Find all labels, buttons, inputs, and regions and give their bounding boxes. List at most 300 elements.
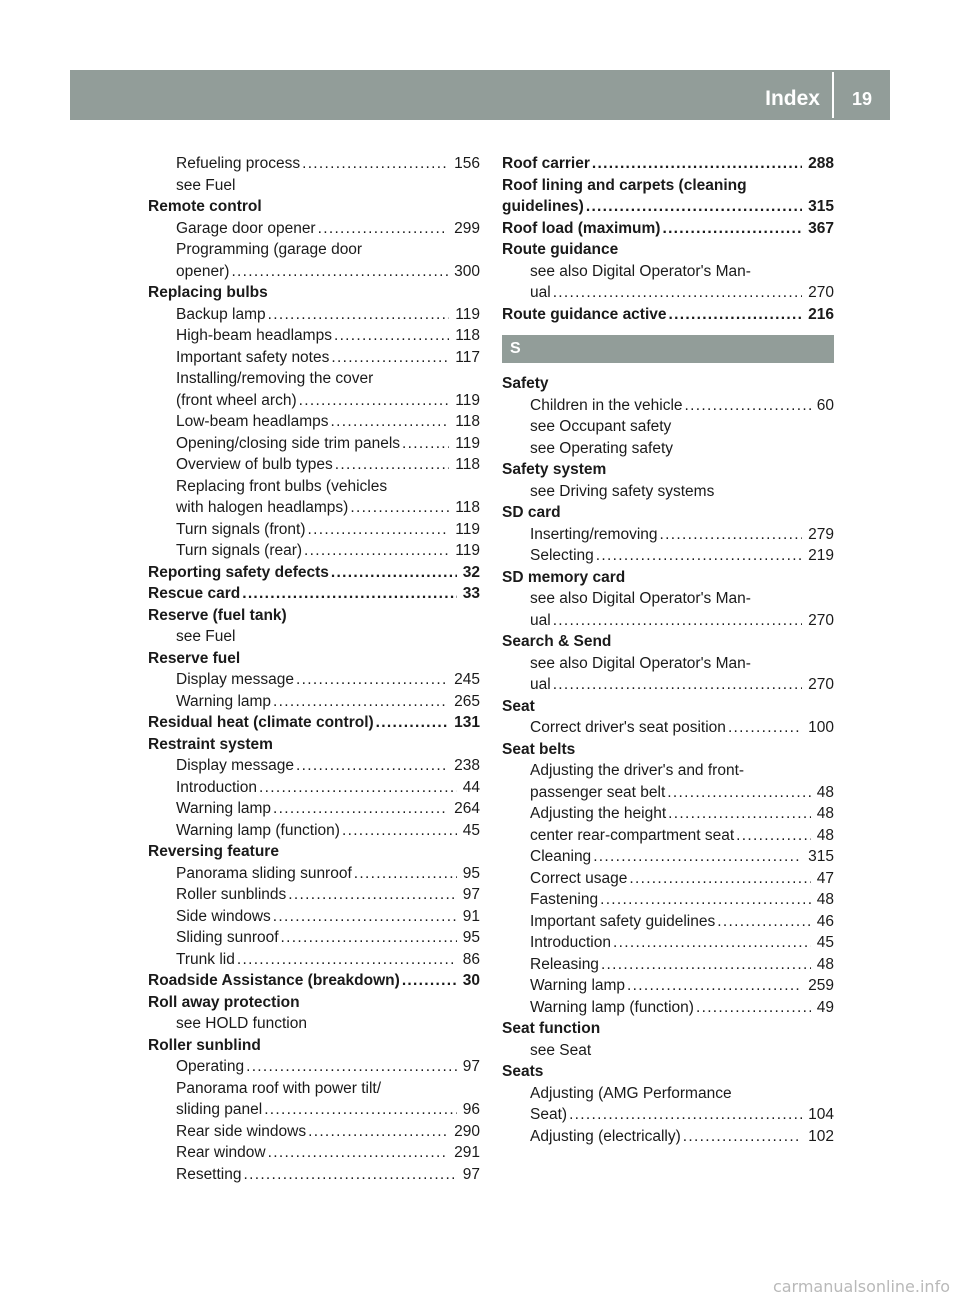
- dot-leader: [662, 218, 802, 240]
- index-subentry: [148, 218, 480, 240]
- dot-leader: [331, 411, 450, 433]
- dot-leader: [553, 674, 802, 696]
- entry-page-number: 119: [455, 434, 480, 452]
- entry-page-number: 45: [462, 821, 480, 839]
- entry-page-number: 270: [808, 676, 834, 693]
- dot-leader: [569, 1104, 802, 1126]
- index-entry: [148, 734, 480, 756]
- entry-text: Fastening: [530, 891, 599, 908]
- index-subentry: [502, 588, 834, 610]
- index-subentry: [502, 911, 834, 933]
- entry-text: Roof lining and carpets (cleaning: [502, 176, 747, 194]
- index-entry: [148, 841, 480, 863]
- section-letter-bar: S: [502, 335, 834, 363]
- index-subentry: [502, 674, 834, 696]
- index-subentry: [148, 304, 480, 326]
- entry-text: Safety: [502, 375, 549, 392]
- dot-leader: [660, 524, 803, 546]
- index-entry: [502, 153, 834, 175]
- index-entry: [148, 196, 480, 218]
- dot-leader: [600, 889, 811, 911]
- index-subentry: [148, 325, 480, 347]
- dot-leader: [299, 390, 450, 412]
- entry-text: Roadside Assistance (breakdown): [148, 972, 400, 989]
- entry-text: Roller sunblind: [148, 1036, 261, 1054]
- index-subentry: [502, 524, 834, 546]
- entry-text: Warning lamp: [176, 800, 272, 817]
- entry-page-number: 48: [816, 783, 834, 801]
- entry-text: Roof load (maximum): [502, 219, 661, 237]
- entry-text: Correct usage: [530, 869, 628, 887]
- index-entry: [502, 304, 834, 326]
- index-subentry: [148, 1164, 480, 1186]
- entry-text: Programming (garage door: [176, 241, 363, 258]
- dot-leader: [237, 949, 457, 971]
- index-column-right: [502, 153, 834, 1147]
- index-subentry: [502, 846, 834, 868]
- watermark: carmanualsonline.info: [772, 1277, 950, 1296]
- entry-page-number: 118: [455, 456, 480, 473]
- entry-page-number: 102: [808, 1127, 834, 1145]
- entry-page-number: 95: [462, 929, 480, 946]
- entry-page-number: 279: [808, 525, 834, 543]
- entry-text: see also Digital Operator's Man-: [530, 590, 751, 607]
- entry-text: see Fuel: [176, 628, 236, 645]
- entry-page-number: 219: [808, 547, 834, 564]
- entry-text: Route guidance active: [502, 305, 667, 323]
- entry-page-number: 131: [454, 714, 480, 731]
- dot-leader: [281, 927, 457, 949]
- dot-leader: [242, 583, 457, 605]
- entry-page-number: 91: [462, 907, 480, 925]
- dot-leader: [402, 970, 457, 992]
- index-subentry: [148, 884, 480, 906]
- entry-page-number: 315: [808, 848, 834, 865]
- dot-leader: [243, 1164, 456, 1186]
- entry-text: Seat): [530, 1106, 568, 1123]
- index-entry: [148, 1035, 480, 1057]
- entry-text: Rear side windows: [176, 1122, 307, 1140]
- entry-text: Reversing feature: [148, 843, 279, 860]
- dot-leader: [304, 540, 449, 562]
- index-entry: [502, 631, 834, 653]
- entry-text: see also Digital Operator's Man-: [530, 654, 751, 672]
- entry-text: Correct driver's seat position: [530, 719, 726, 736]
- index-subentry: [148, 433, 480, 455]
- entry-page-number: 60: [816, 396, 834, 414]
- entry-page-number: 95: [462, 864, 480, 882]
- index-subentry: [502, 282, 834, 304]
- entry-text: see Operating safety: [530, 439, 674, 457]
- index-subentry: [148, 1142, 480, 1164]
- entry-text: Reporting safety defects: [148, 563, 329, 581]
- entry-text: Resetting: [176, 1165, 242, 1183]
- entry-page-number: 117: [455, 348, 480, 366]
- entry-text: ual: [530, 611, 551, 629]
- entry-text: Reserve (fuel tank): [148, 606, 287, 624]
- entry-text: Roll away protection: [148, 993, 300, 1011]
- entry-text: see Fuel: [176, 176, 236, 194]
- index-entry: [148, 605, 480, 627]
- entry-text: Important safety guidelines: [530, 912, 716, 930]
- dot-leader: [627, 975, 802, 997]
- entry-text: ual: [530, 676, 551, 693]
- dot-leader: [334, 325, 449, 347]
- dot-leader: [288, 884, 456, 906]
- entry-text: center rear-compartment seat: [530, 826, 735, 844]
- entry-text: Trunk lid: [176, 950, 235, 968]
- entry-text: Cleaning: [530, 848, 592, 865]
- dot-leader: [273, 906, 457, 928]
- entry-page-number: 47: [816, 869, 834, 887]
- index-subentry: [502, 975, 834, 997]
- index-subentry: [148, 175, 480, 197]
- entry-text: Warning lamp (function): [176, 821, 340, 839]
- entry-text: Sliding sunroof: [176, 929, 279, 946]
- index-entry: [502, 175, 834, 197]
- index-subentry: [148, 476, 480, 498]
- index-subentry: [502, 932, 834, 954]
- dot-leader: [273, 798, 448, 820]
- entry-text: opener): [176, 262, 230, 280]
- entry-text: Turn signals (front): [176, 520, 306, 538]
- entry-text: Important safety notes: [176, 348, 330, 366]
- entry-text: Rescue card: [148, 585, 241, 602]
- dot-leader: [601, 954, 811, 976]
- index-subentry: [502, 717, 834, 739]
- dot-leader: [354, 863, 457, 885]
- entry-page-number: 288: [808, 155, 834, 172]
- index-entry: [502, 218, 834, 240]
- entry-text: Garage door opener: [176, 219, 316, 237]
- index-subentry: [502, 395, 834, 417]
- entry-text: Adjusting (AMG Performance: [530, 1084, 732, 1102]
- entry-text: Display message: [176, 757, 295, 774]
- dot-leader: [586, 196, 802, 218]
- index-subentry: [148, 691, 480, 713]
- entry-page-number: 118: [455, 327, 480, 344]
- entry-page-number: 48: [816, 826, 834, 844]
- entry-page-number: 100: [808, 719, 834, 736]
- dot-leader: [553, 282, 802, 304]
- entry-text: Opening/closing side trim panels: [176, 434, 401, 452]
- entry-page-number: 48: [816, 805, 834, 822]
- index-entry: [502, 239, 834, 261]
- entry-text: Introduction: [530, 934, 611, 951]
- entry-text: see HOLD function: [176, 1015, 307, 1032]
- entry-text: Route guidance: [502, 241, 619, 258]
- entry-page-number: 104: [808, 1106, 834, 1123]
- entry-text: SD memory card: [502, 568, 626, 586]
- index-entry: [502, 459, 834, 481]
- index-entry: [502, 196, 834, 218]
- index-subentry: [502, 610, 834, 632]
- entry-page-number: 46: [816, 912, 834, 930]
- index-subentry: [502, 261, 834, 283]
- index-subentry: [502, 782, 834, 804]
- dot-leader: [376, 712, 448, 734]
- dot-leader: [629, 868, 810, 890]
- index-subentry: [148, 626, 480, 648]
- index-subentry: [148, 153, 480, 175]
- index-entry: [148, 992, 480, 1014]
- dot-leader: [268, 1142, 449, 1164]
- dot-leader: [331, 347, 449, 369]
- index-entry: [148, 648, 480, 670]
- entry-page-number: 49: [816, 998, 834, 1016]
- index-subentry: [148, 411, 480, 433]
- dot-leader: [296, 669, 448, 691]
- entry-page-number: 265: [454, 692, 480, 710]
- dot-leader: [592, 153, 802, 175]
- dot-leader: [668, 803, 811, 825]
- dot-leader: [669, 304, 803, 326]
- index-subentry: [148, 927, 480, 949]
- entry-page-number: 216: [808, 305, 834, 323]
- index-subentry: [502, 416, 834, 438]
- entry-text: Panorama roof with power tilt/: [176, 1079, 382, 1097]
- entry-text: Warning lamp (function): [530, 998, 694, 1016]
- index-entry: [502, 502, 834, 524]
- index-subentry: [148, 347, 480, 369]
- index-entry: [502, 1061, 834, 1083]
- entry-page-number: 270: [808, 284, 834, 301]
- index-subentry: [148, 454, 480, 476]
- dot-leader: [402, 433, 449, 455]
- dot-leader: [342, 820, 457, 842]
- entry-text: Low-beam headlamps: [176, 413, 329, 430]
- dot-leader: [593, 846, 802, 868]
- dot-leader: [296, 755, 448, 777]
- index-subentry: [502, 1126, 834, 1148]
- dot-leader: [736, 825, 811, 847]
- index-subentry: [502, 653, 834, 675]
- entry-text: Adjusting the driver's and front-: [530, 762, 745, 779]
- entry-page-number: 32: [462, 563, 480, 581]
- entry-text: Reserve fuel: [148, 649, 241, 667]
- entry-text: Adjusting (electrically): [530, 1127, 681, 1145]
- index-subentry: [148, 798, 480, 820]
- entry-text: Panorama sliding sunroof: [176, 864, 352, 882]
- entry-text: see Occupant safety: [530, 418, 672, 435]
- index-subentry: [502, 438, 834, 460]
- index-entry: [502, 739, 834, 761]
- index-subentry: [148, 390, 480, 412]
- entry-page-number: 315: [808, 198, 834, 215]
- dot-leader: [696, 997, 811, 1019]
- index-subentry: [148, 949, 480, 971]
- index-subentry: [148, 755, 480, 777]
- index-subentry: [502, 825, 834, 847]
- entry-text: passenger seat belt: [530, 783, 666, 801]
- dot-leader: [667, 782, 810, 804]
- dot-leader: [273, 691, 448, 713]
- index-entry: [148, 583, 480, 605]
- entry-page-number: 97: [462, 886, 480, 903]
- entry-text: Selecting: [530, 547, 594, 564]
- index-subentry: [148, 261, 480, 283]
- page-title: Index: [765, 87, 820, 110]
- entry-text: High-beam headlamps: [176, 327, 332, 344]
- entry-text: Seats: [502, 1063, 544, 1080]
- index-entry: [148, 562, 480, 584]
- entry-text: Residual heat (climate control): [148, 714, 374, 731]
- index-subentry: [148, 239, 480, 261]
- entry-text: Side windows: [176, 907, 271, 925]
- index-subentry: [502, 760, 834, 782]
- index-subentry: [148, 1121, 480, 1143]
- index-subentry: [502, 868, 834, 890]
- index-entry: [502, 1018, 834, 1040]
- index-entry: [502, 373, 834, 395]
- index-subentry: [148, 1099, 480, 1121]
- entry-page-number: 96: [462, 1101, 480, 1118]
- dot-leader: [728, 717, 802, 739]
- entry-page-number: 264: [454, 800, 480, 817]
- entry-page-number: 367: [808, 219, 834, 237]
- entry-page-number: 30: [462, 972, 480, 989]
- index-entry: [148, 970, 480, 992]
- entry-page-number: 118: [455, 413, 480, 430]
- entry-page-number: 45: [816, 934, 834, 951]
- entry-text: Search & Send: [502, 633, 612, 650]
- entry-text: see Seat: [530, 1041, 592, 1059]
- dot-leader: [259, 777, 457, 799]
- entry-text: Adjusting the height: [530, 805, 667, 822]
- index-subentry: [148, 1078, 480, 1100]
- index-entry: [502, 567, 834, 589]
- index-subentry: [148, 1056, 480, 1078]
- index-subentry: [502, 803, 834, 825]
- dot-leader: [246, 1056, 457, 1078]
- index-subentry: [502, 1104, 834, 1126]
- dot-leader: [717, 911, 811, 933]
- index-entry: [148, 712, 480, 734]
- entry-text: Installing/removing the cover: [176, 370, 374, 387]
- entry-text: Replacing front bulbs (vehicles: [176, 477, 388, 495]
- entry-page-number: 33: [462, 585, 480, 602]
- entry-page-number: 245: [454, 671, 480, 688]
- dot-leader: [264, 1099, 457, 1121]
- dot-leader: [331, 562, 457, 584]
- entry-text: Inserting/removing: [530, 525, 658, 543]
- entry-text: Roof carrier: [502, 155, 590, 172]
- dot-leader: [308, 519, 450, 541]
- entry-text: Warning lamp: [176, 692, 272, 710]
- index-subentry: [502, 889, 834, 911]
- entry-text: ual: [530, 284, 551, 301]
- dot-leader: [683, 1126, 802, 1148]
- entry-text: Display message: [176, 671, 295, 688]
- entry-text: see Driving safety systems: [530, 482, 715, 500]
- dot-leader: [268, 304, 450, 326]
- dot-leader: [308, 1121, 448, 1143]
- entry-text: Replacing bulbs: [148, 284, 268, 301]
- entry-text: (front wheel arch): [176, 391, 297, 409]
- index-entry: [502, 696, 834, 718]
- index-entry: [148, 282, 480, 304]
- entry-text: Operating: [176, 1058, 245, 1075]
- entry-text: Seat belts: [502, 740, 576, 758]
- entry-text: Seat function: [502, 1020, 601, 1037]
- index-subentry: [148, 906, 480, 928]
- index-subentry: [148, 497, 480, 519]
- entry-text: see also Digital Operator's Man-: [530, 262, 751, 280]
- entry-text: Backup lamp: [176, 305, 266, 323]
- entry-text: guidelines): [502, 198, 584, 215]
- index-subentry: [148, 863, 480, 885]
- entry-page-number: 270: [808, 611, 834, 629]
- entry-page-number: 291: [454, 1144, 480, 1161]
- entry-page-number: 118: [455, 499, 480, 516]
- entry-text: Remote control: [148, 198, 262, 215]
- dot-leader: [302, 153, 448, 175]
- dot-leader: [231, 261, 448, 283]
- index-subentry: [502, 545, 834, 567]
- dot-leader: [318, 218, 449, 240]
- index-subentry: [502, 481, 834, 503]
- index-subentry: [148, 540, 480, 562]
- entry-page-number: 299: [454, 219, 480, 237]
- index-subentry: [148, 777, 480, 799]
- index-subentry: [502, 997, 834, 1019]
- index-subentry: [148, 820, 480, 842]
- entry-text: Safety system: [502, 461, 607, 478]
- entry-page-number: 238: [454, 757, 480, 774]
- entry-text: Refueling process: [176, 155, 301, 172]
- entry-page-number: 259: [808, 977, 834, 994]
- entry-page-number: 97: [462, 1058, 480, 1075]
- entry-page-number: 156: [454, 155, 480, 172]
- entry-text: Restraint system: [148, 735, 273, 753]
- entry-page-number: 86: [462, 950, 480, 968]
- dot-leader: [335, 454, 449, 476]
- index-subentry: [502, 954, 834, 976]
- index-subentry: [148, 1013, 480, 1035]
- index-subentry: [148, 519, 480, 541]
- header-divider: [832, 72, 834, 118]
- entry-text: Releasing: [530, 955, 599, 973]
- entry-text: Overview of bulb types: [176, 456, 333, 473]
- entry-text: Roller sunblinds: [176, 886, 287, 903]
- index-subentry: [502, 1083, 834, 1105]
- entry-page-number: 300: [454, 262, 480, 280]
- index-subentry: [148, 368, 480, 390]
- entry-page-number: 97: [462, 1165, 480, 1183]
- index-subentry: [502, 1040, 834, 1062]
- header-bar: [70, 70, 890, 120]
- entry-page-number: 119: [455, 520, 480, 538]
- entry-page-number: 48: [816, 955, 834, 973]
- entry-page-number: 290: [454, 1122, 480, 1140]
- entry-page-number: 119: [455, 305, 480, 323]
- entry-text: SD card: [502, 504, 561, 521]
- dot-leader: [553, 610, 802, 632]
- page-number: 19: [851, 89, 872, 109]
- entry-text: sliding panel: [176, 1101, 263, 1118]
- entry-text: Turn signals (rear): [176, 542, 303, 559]
- entry-text: Children in the vehicle: [530, 396, 683, 414]
- index-subentry: [148, 669, 480, 691]
- dot-leader: [685, 395, 811, 417]
- index-column-left: [148, 153, 480, 1185]
- entry-text: Warning lamp: [530, 977, 626, 994]
- entry-page-number: 119: [455, 391, 480, 409]
- entry-text: Introduction: [176, 778, 257, 796]
- entry-page-number: 48: [816, 891, 834, 908]
- dot-leader: [613, 932, 811, 954]
- entry-text: Rear window: [176, 1144, 266, 1161]
